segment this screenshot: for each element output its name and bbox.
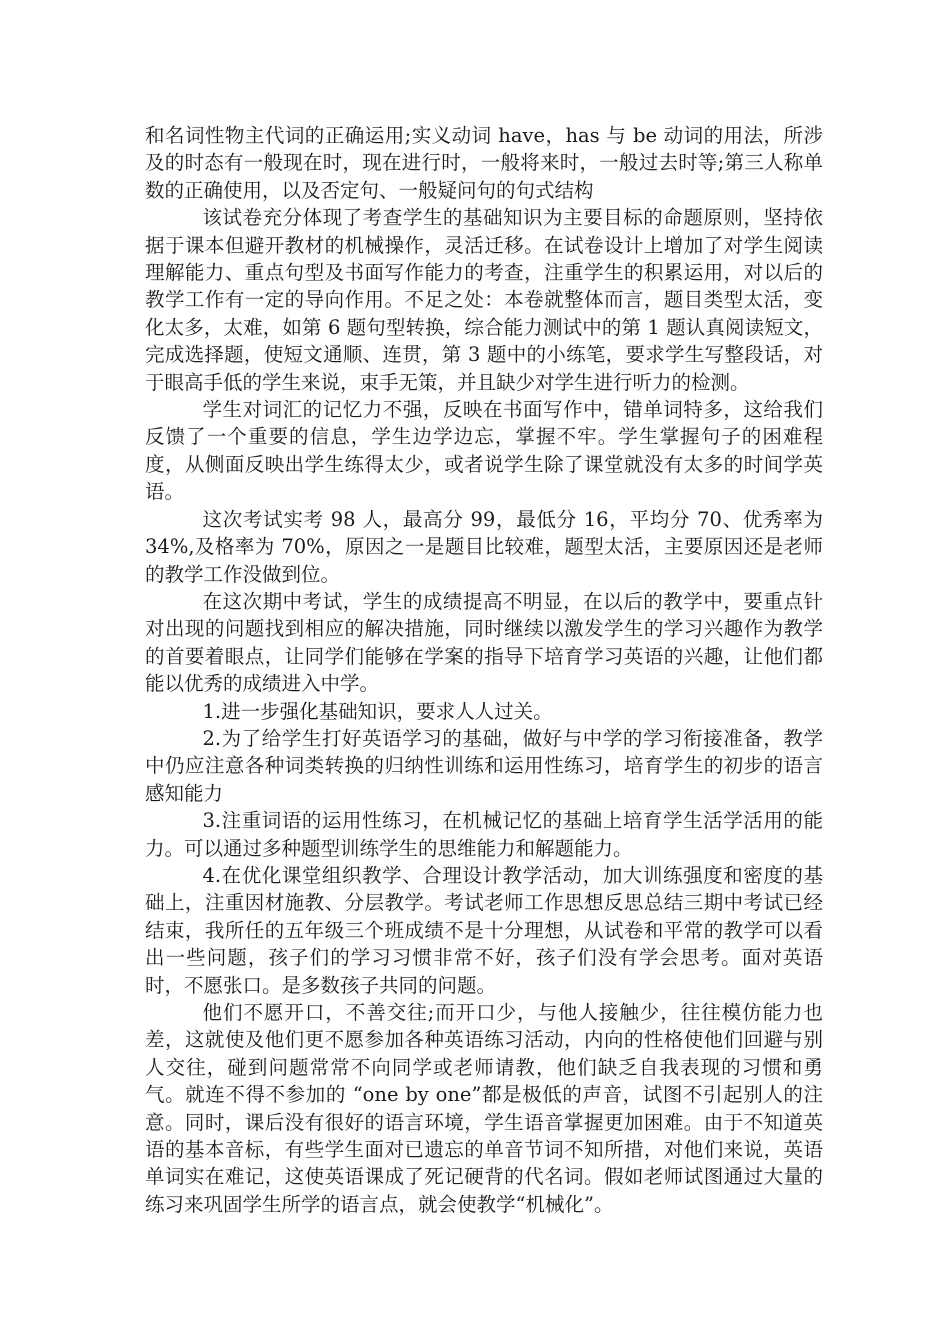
- paragraph-4: 这次考试实考 98 人，最高分 99，最低分 16，平均分 70、优秀率为 34%,及格率为 70%，原因之一是题目比较难，题型太活，主要原因还是老师的教学工作没做到位。: [145, 507, 823, 586]
- list-item-1: 1.进一步强化基础知识，要求人人过关。: [202, 699, 553, 723]
- document-body: [145, 122, 823, 1218]
- paragraph-5: 在这次期中考试，学生的成绩提高不明显，在以后的教学中，要重点针对出现的问题找到相应的解决措施，同时继续以激发学生的学习兴趣作为教学的首要着眼点，让同学们能够在学案的指导下培育学习英语的兴趣，让他们都能以优秀的成绩进入中学。: [145, 589, 823, 696]
- paragraph-3: 学生对词汇的记忆力不强，反映在书面写作中，错单词特多，这给我们反馈了一个重要的信息，学生边学边忘，掌握不牢。学生掌握句子的困难程度，从侧面反映出学生练得太少，或者说学生除了课堂就没有太多的时间学英语。: [145, 398, 823, 504]
- list-item-2: 2.为了给学生打好英语学习的基础，做好与中学的学习衔接准备，教学中仍应注意各种词类转换的归纳性训练和运用性练习，培育学生的初步的语言感知能力: [145, 726, 823, 805]
- paragraph-1: 和名词性物主代词的正确运用;实义动词 have，has 与 be 动词的用法，所涉及的时态有一般现在时，现在进行时，一般将来时，一般过去时等;第三人称单数的正确使用，以及否定句、一般疑问句的句式结构: [145, 124, 823, 202]
- list-item-3: 3.注重词语的运用性练习，在机械记忆的基础上培育学生活学活用的能力。可以通过多种题型训练学生的思维能力和解题能力。: [145, 809, 823, 860]
- list-item-4: 4.在优化课堂组织教学、合理设计教学活动，加大训练强度和密度的基础上，注重因材施教、分层教学。考试老师工作思想反思总结三期中考试已经结束，我所任的五年级三个班成绩不是十分理想，从试卷和平常的教学可以看出一些问题，孩子们的学习习惯非常不好，孩子们没有学会思考。面对英语时，不愿张口。是多数孩子共同的问题。: [145, 863, 823, 997]
- paragraph-2: 该试卷充分体现了考查学生的基础知识为主要目标的命题原则，坚持依据于课本但避开教材的机械操作，灵活迁移。在试卷设计上增加了对学生阅读理解能力、重点句型及书面写作能力的考查，注重学生的积累运用，对以后的教学工作有一定的导向作用。不足之处：本卷就整体而言，题目类型太活，变化太多，太难，如第 6 题句型转换，综合能力测试中的第 1 题认真阅读短文，完成选择题，使短文通顺、连贯，第 3 题中的小练笔，要求学生写整段话，对于眼高手低的学生来说，束手无策，并且缺少对学生进行听力的检测。: [145, 206, 823, 394]
- paragraph-6: 他们不愿开口，不善交往;而开口少，与他人接触少，往往模仿能力也差，这就使及他们更不愿参加各种英语练习活动，内向的性格使他们回避与别人交往，碰到问题常常不向同学或老师请教，他们缺乏自我表现的习惯和勇气。就连不得不参加的 “one by one”都是极低的声音，试图不引起别人的注意。同时，课后没有很好的语言环境，学生语音掌握更加困难。由于不知道英语的基本音标，有些学生面对已遗忘的单音节词不知所措，对他们来说，英语单词实在难记，这使英语课成了死记硬背的代名词。假如老师试图通过大量的练习来巩固学生所学的语言点，就会使教学“机械化”。: [145, 1001, 823, 1216]
